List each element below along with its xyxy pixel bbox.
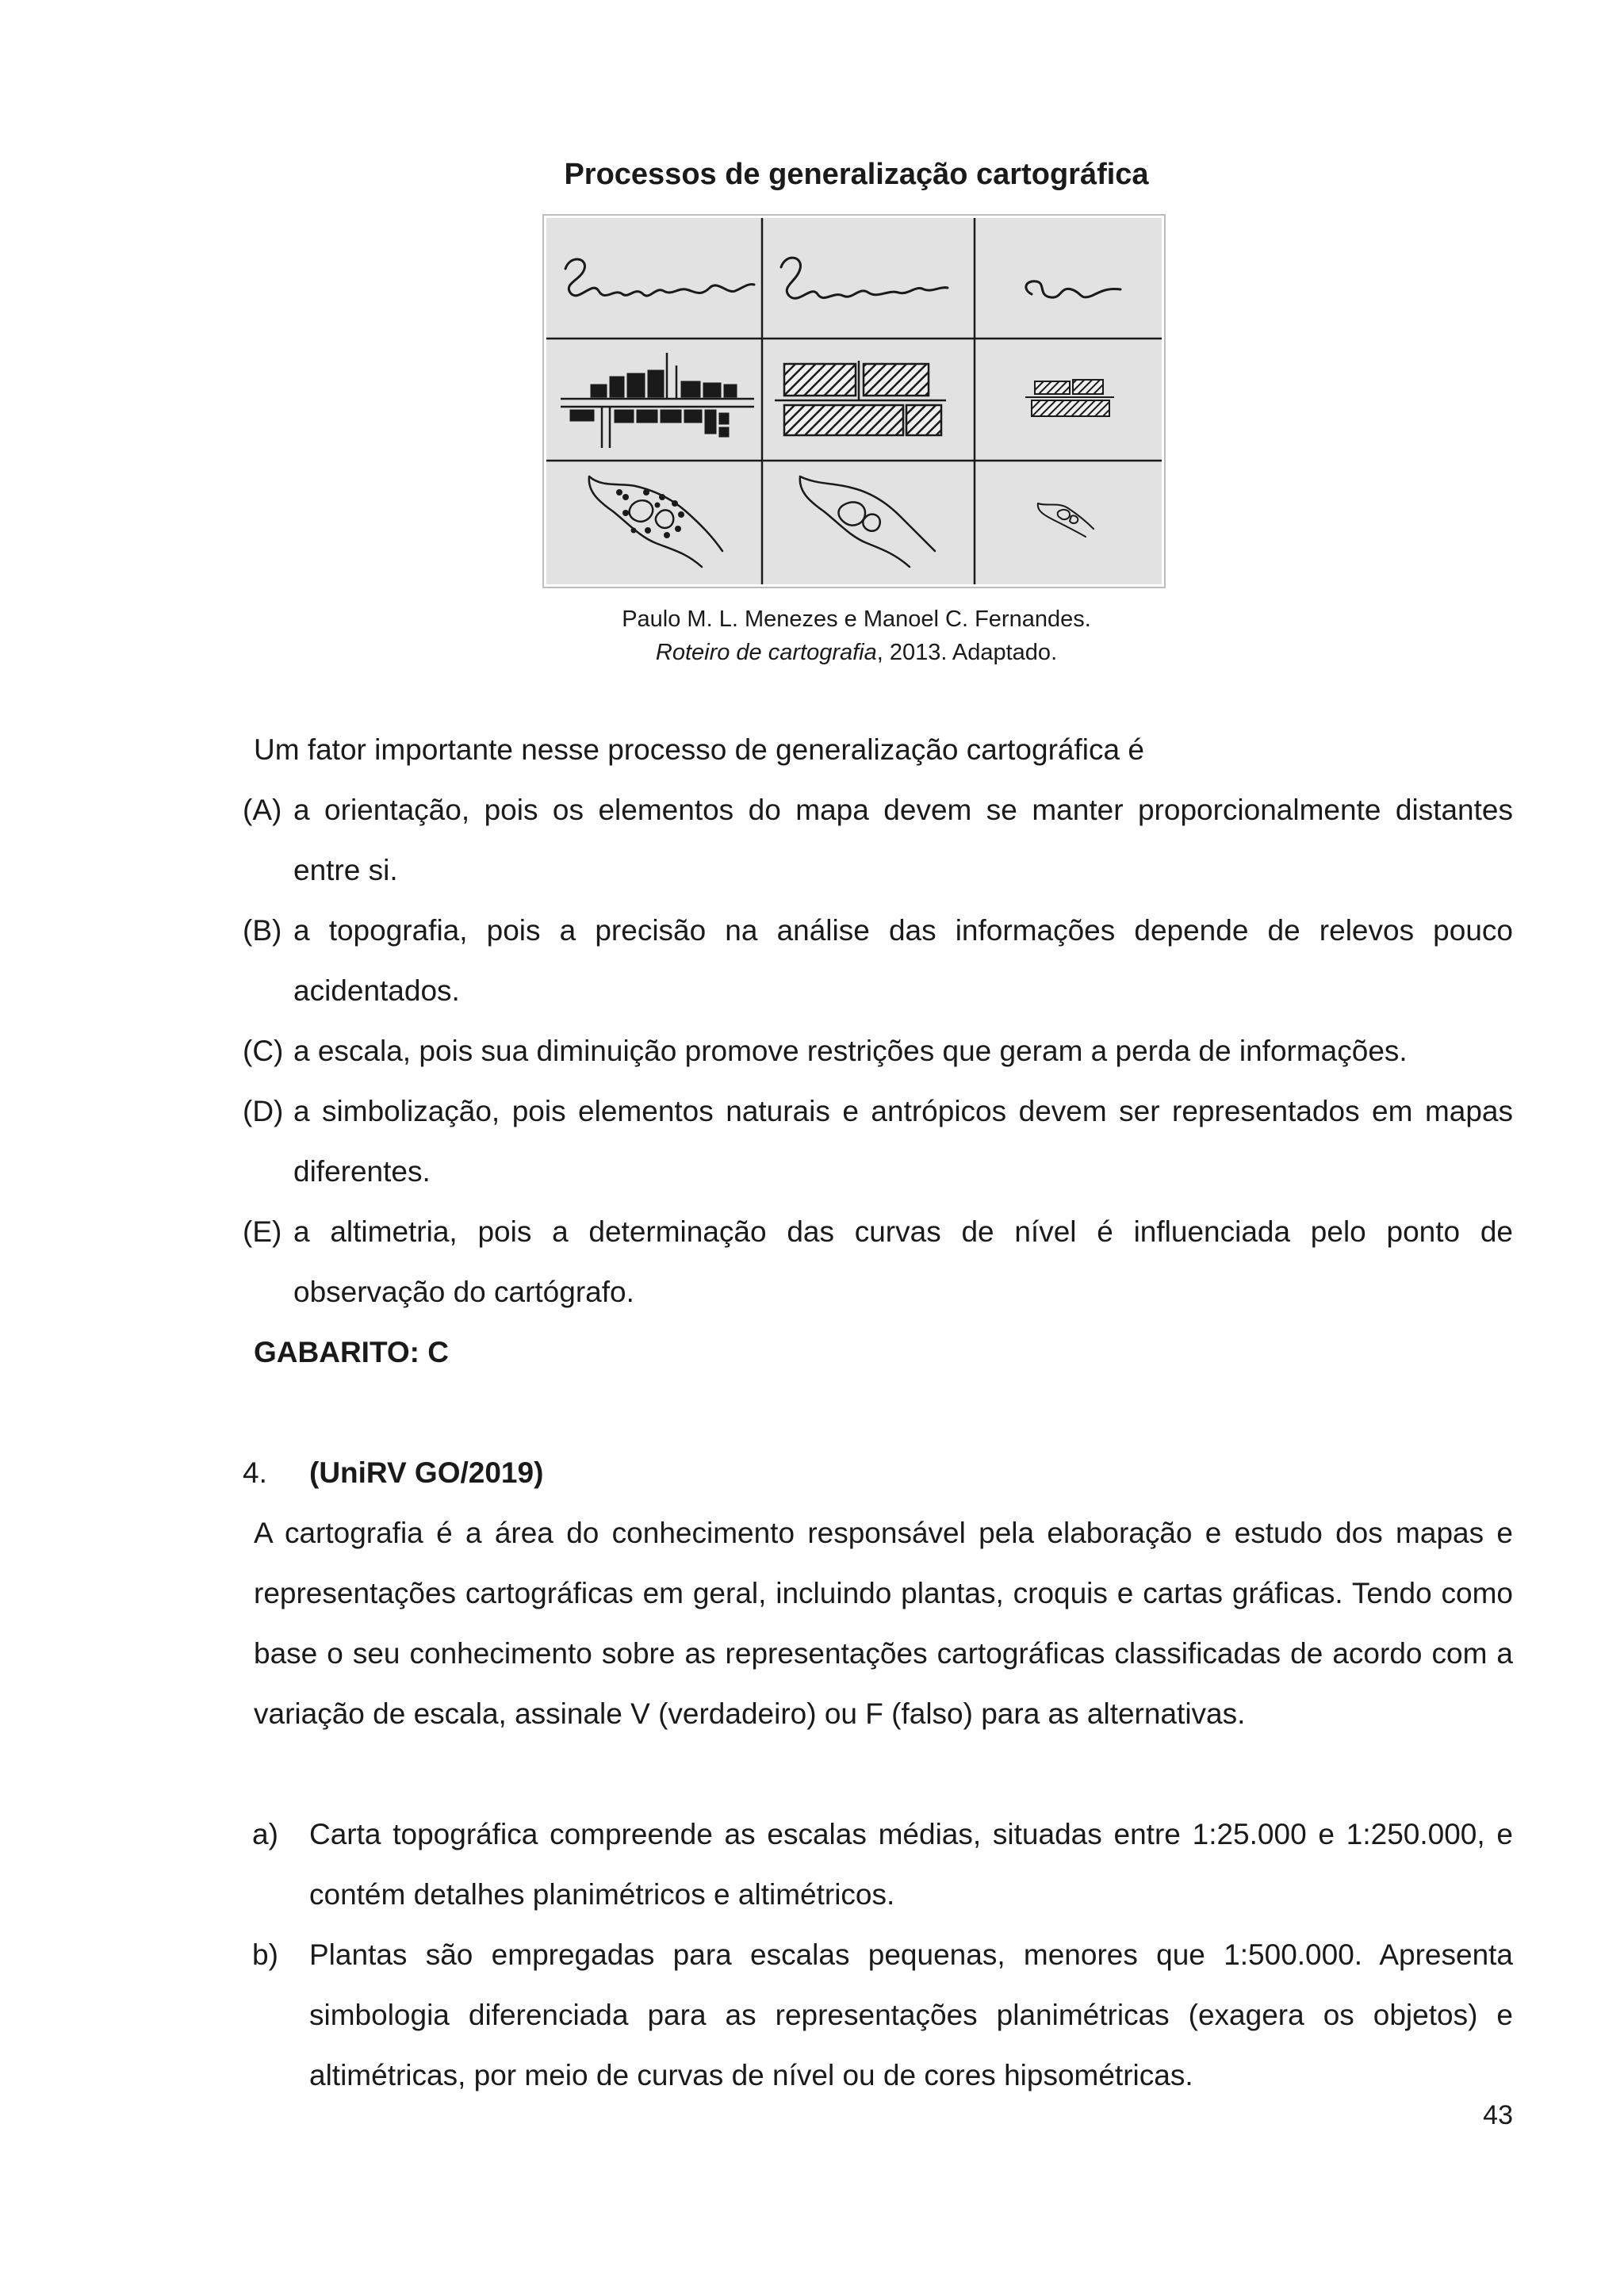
option-letter: (C) — [243, 1035, 284, 1067]
page-number: 43 — [1483, 2100, 1513, 2130]
item-b-line: Plantas são empregadas para escalas pequenas, menores que 1:500.000. Apresenta — [309, 1938, 1513, 1971]
question-number: 4. — [243, 1456, 267, 1489]
river-medium-icon — [781, 258, 948, 298]
item-a-line: Carta topográfica compreende as escalas médias, situadas entre 1:25.000 e 1:250.000, e — [309, 1818, 1513, 1850]
option-letter: (E) — [243, 1215, 282, 1248]
option-letter: (B) — [243, 914, 282, 947]
option-c-line1: a escala, pois sua diminuição promove restrições que geram a perda de informações. — [293, 1035, 1408, 1067]
question4-stem-line: representações cartográficas em geral, incluindo plantas, croquis e cartas gráficas. Tendo como — [254, 1577, 1513, 1609]
option-d-line1: a simbolização, pois elementos naturais e antrópicos devem ser representados em mapas — [293, 1095, 1513, 1127]
option-letter: (A) — [243, 794, 282, 826]
option-letter: (D) — [243, 1095, 284, 1127]
credit-source — [0, 636, 1624, 669]
question4-stem-line: A cartografia é a área do conhecimento responsável pela elaboração e estudo dos mapas e — [254, 1517, 1513, 1549]
figure-title: Processos de generalização cartográfica — [564, 158, 1149, 191]
option-e-line2: observação do cartógrafo. — [293, 1276, 634, 1308]
item-letter: b) — [252, 1938, 278, 1971]
option-e-line1: a altimetria, pois a determinação das curvas de nível é influenciada pelo ponto de — [293, 1215, 1513, 1248]
urban-blocks-detailed-icon — [561, 353, 754, 448]
option-a-line1: a orientação, pois os elementos do mapa devem se manter proporcionalmente distantes — [293, 794, 1513, 826]
question4-stem-line: variação de escala, assinale V (verdadeiro) ou F (falso) para as alternativas. — [254, 1697, 1246, 1730]
credit-year: , 2013. Adaptado. — [876, 640, 1058, 665]
lake-detailed-icon — [589, 476, 722, 567]
question4-stem-line: base o seu conhecimento sobre as representações cartográficas classificadas de acordo com a — [254, 1637, 1513, 1670]
item-b-line: simbologia diferenciada para as representações planimétricas (exagera os objetos) e — [309, 1999, 1513, 2031]
question-stem: Um fator importante nesse processo de generalização cartográfica é — [254, 733, 1144, 766]
urban-blocks-simplified-icon — [1025, 380, 1114, 416]
generalization-figure — [544, 216, 1164, 587]
option-b-line1: a topografia, pois a precisão na análise das informações depende de relevos pouco — [293, 914, 1513, 947]
item-a-line: contém detalhes planimétricos e altimétricos. — [309, 1878, 895, 1911]
credit-book-title: Roteiro de cartografia — [655, 640, 877, 665]
question-source: (UniRV GO/2019) — [309, 1456, 544, 1489]
credit-authors: Paulo M. L. Menezes e Manoel C. Fernandes. — [622, 607, 1091, 632]
answer-key: GABARITO: C — [254, 1336, 449, 1368]
option-b-line2: acidentados. — [293, 974, 460, 1007]
figure-credit — [0, 603, 1624, 669]
river-detailed-icon — [565, 259, 754, 296]
lake-medium-icon — [800, 476, 935, 567]
item-letter: a) — [252, 1818, 278, 1850]
item-b-line: altimétricas, por meio de curvas de nível ou de cores hipsométricas. — [309, 2059, 1193, 2091]
river-simplified-icon — [1026, 281, 1120, 297]
option-d-line2: diferentes. — [293, 1155, 431, 1188]
generalization-grid-illustration — [546, 218, 1162, 584]
option-a-line2: entre si. — [293, 854, 398, 886]
urban-blocks-medium-icon — [775, 361, 946, 435]
lake-simplified-icon — [1038, 503, 1094, 537]
